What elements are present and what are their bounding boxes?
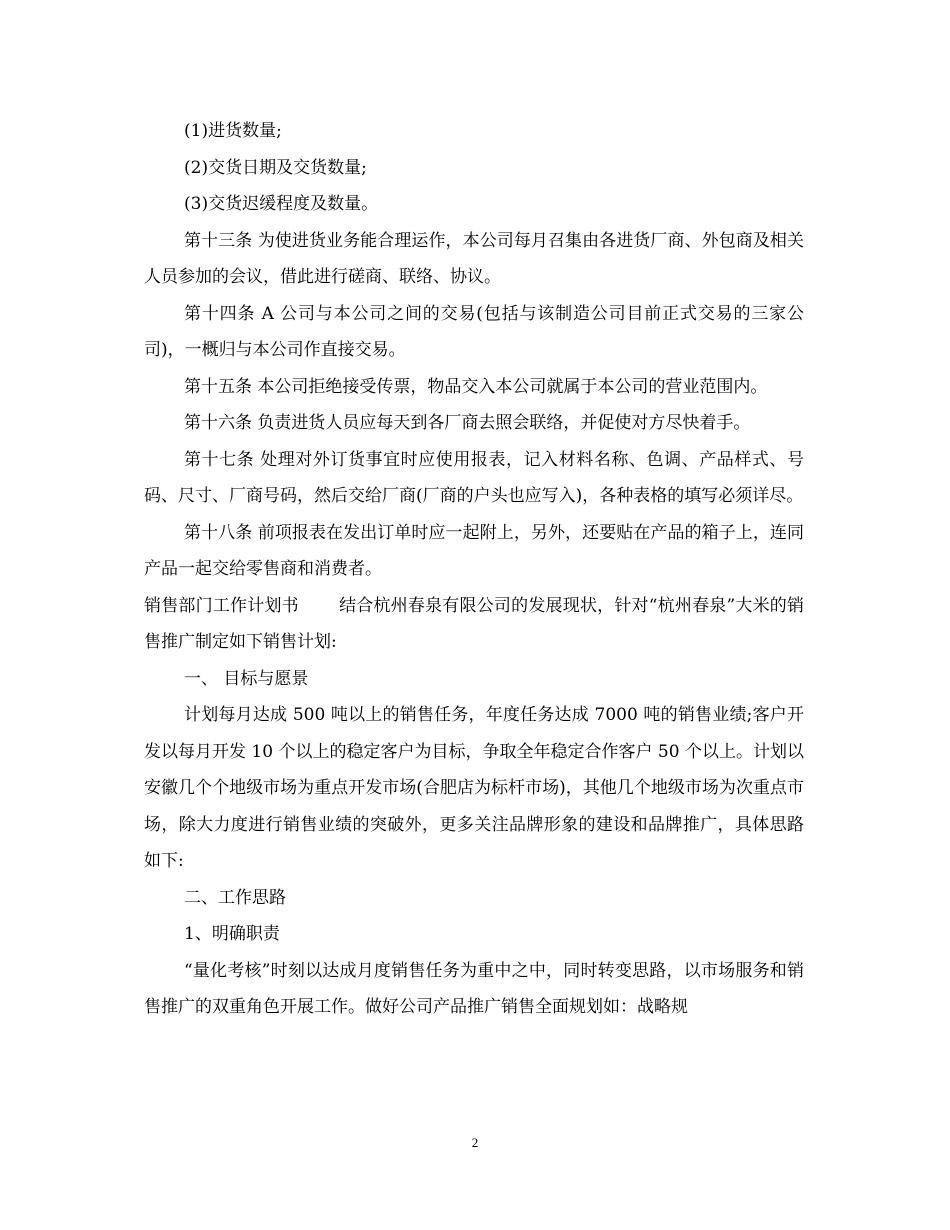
plan-intro-text: 结合杭州春泉有限公司的发展现状，针对“杭州春泉”大米的销售推广制定如下销售计划: (144, 595, 804, 652)
article-13: 第十三条 为使进货业务能合理运作，本公司每月召集由各进货厂商、外包商及相关人员参加的会议，借此进行磋商、联络、协议。 (144, 230, 804, 287)
goals-paragraph: 计划每月达成 500 吨以上的销售任务，年度任务达成 7000 吨的销售业绩;客户开发以每月开发 10 个以上的稳定客户为目标，争取全年稳定合作客户 50 个以上。计划以安徽几个个地级市场为重点开发市场(合肥店为标杆市场)，其他几个地级市场为次重点市场，除大力度进行销售业绩的突破外，更多关注品牌形象的建设和品牌推广，具体思路如下: (144, 705, 804, 871)
document-body (144, 113, 804, 1026)
article-15: 第十五条 本公司拒绝接受传票，物品交入本公司就属于本公司的营业范围内。 (184, 376, 768, 397)
section-heading-approach: 二、工作思路 (184, 887, 286, 908)
paragraph-item-2: (2)交货日期及交货数量; (184, 157, 367, 178)
paragraph-item-3: (3)交货迟缓程度及数量。 (184, 194, 379, 214)
section-heading-goals: 一、 目标与愿景 (184, 668, 309, 689)
page-number: 2 (471, 1135, 479, 1150)
article-14: 第十四条 A 公司与本公司之间的交易(包括与该制造公司目前正式交易的三家公司)，一概归与本公司作直接交易。 (144, 303, 804, 360)
article-16: 第十六条 负责进货人员应每天到各厂商去照会联络，并促使对方尽快着手。 (184, 413, 751, 433)
duties-paragraph: “量化考核”时刻以达成月度销售任务为重中之中，同时转变思路，以市场服务和销售推广的双重角色开展工作。做好公司产品推广销售全面规划如：战略规 (144, 960, 804, 1017)
plan-intro-paragraph (144, 588, 804, 661)
paragraph-item-1: (1)进货数量; (184, 121, 282, 141)
plan-heading: 销售部门工作计划书 (144, 595, 299, 616)
article-18: 第十八条 前项报表在发出订单时应一起附上，另外，还要贴在产品的箱子上，连同产品一起交给零售商和消费者。 (144, 522, 804, 579)
article-17: 第十七条 处理对外订货事宜时应使用报表，记入材料名称、色调、产品样式、号码、尺寸、厂商号码，然后交给厂商(厂商的户头也应写入)，各种表格的填写必须详尽。 (144, 449, 804, 506)
subsection-heading-duties: 1、明确职责 (184, 924, 280, 944)
